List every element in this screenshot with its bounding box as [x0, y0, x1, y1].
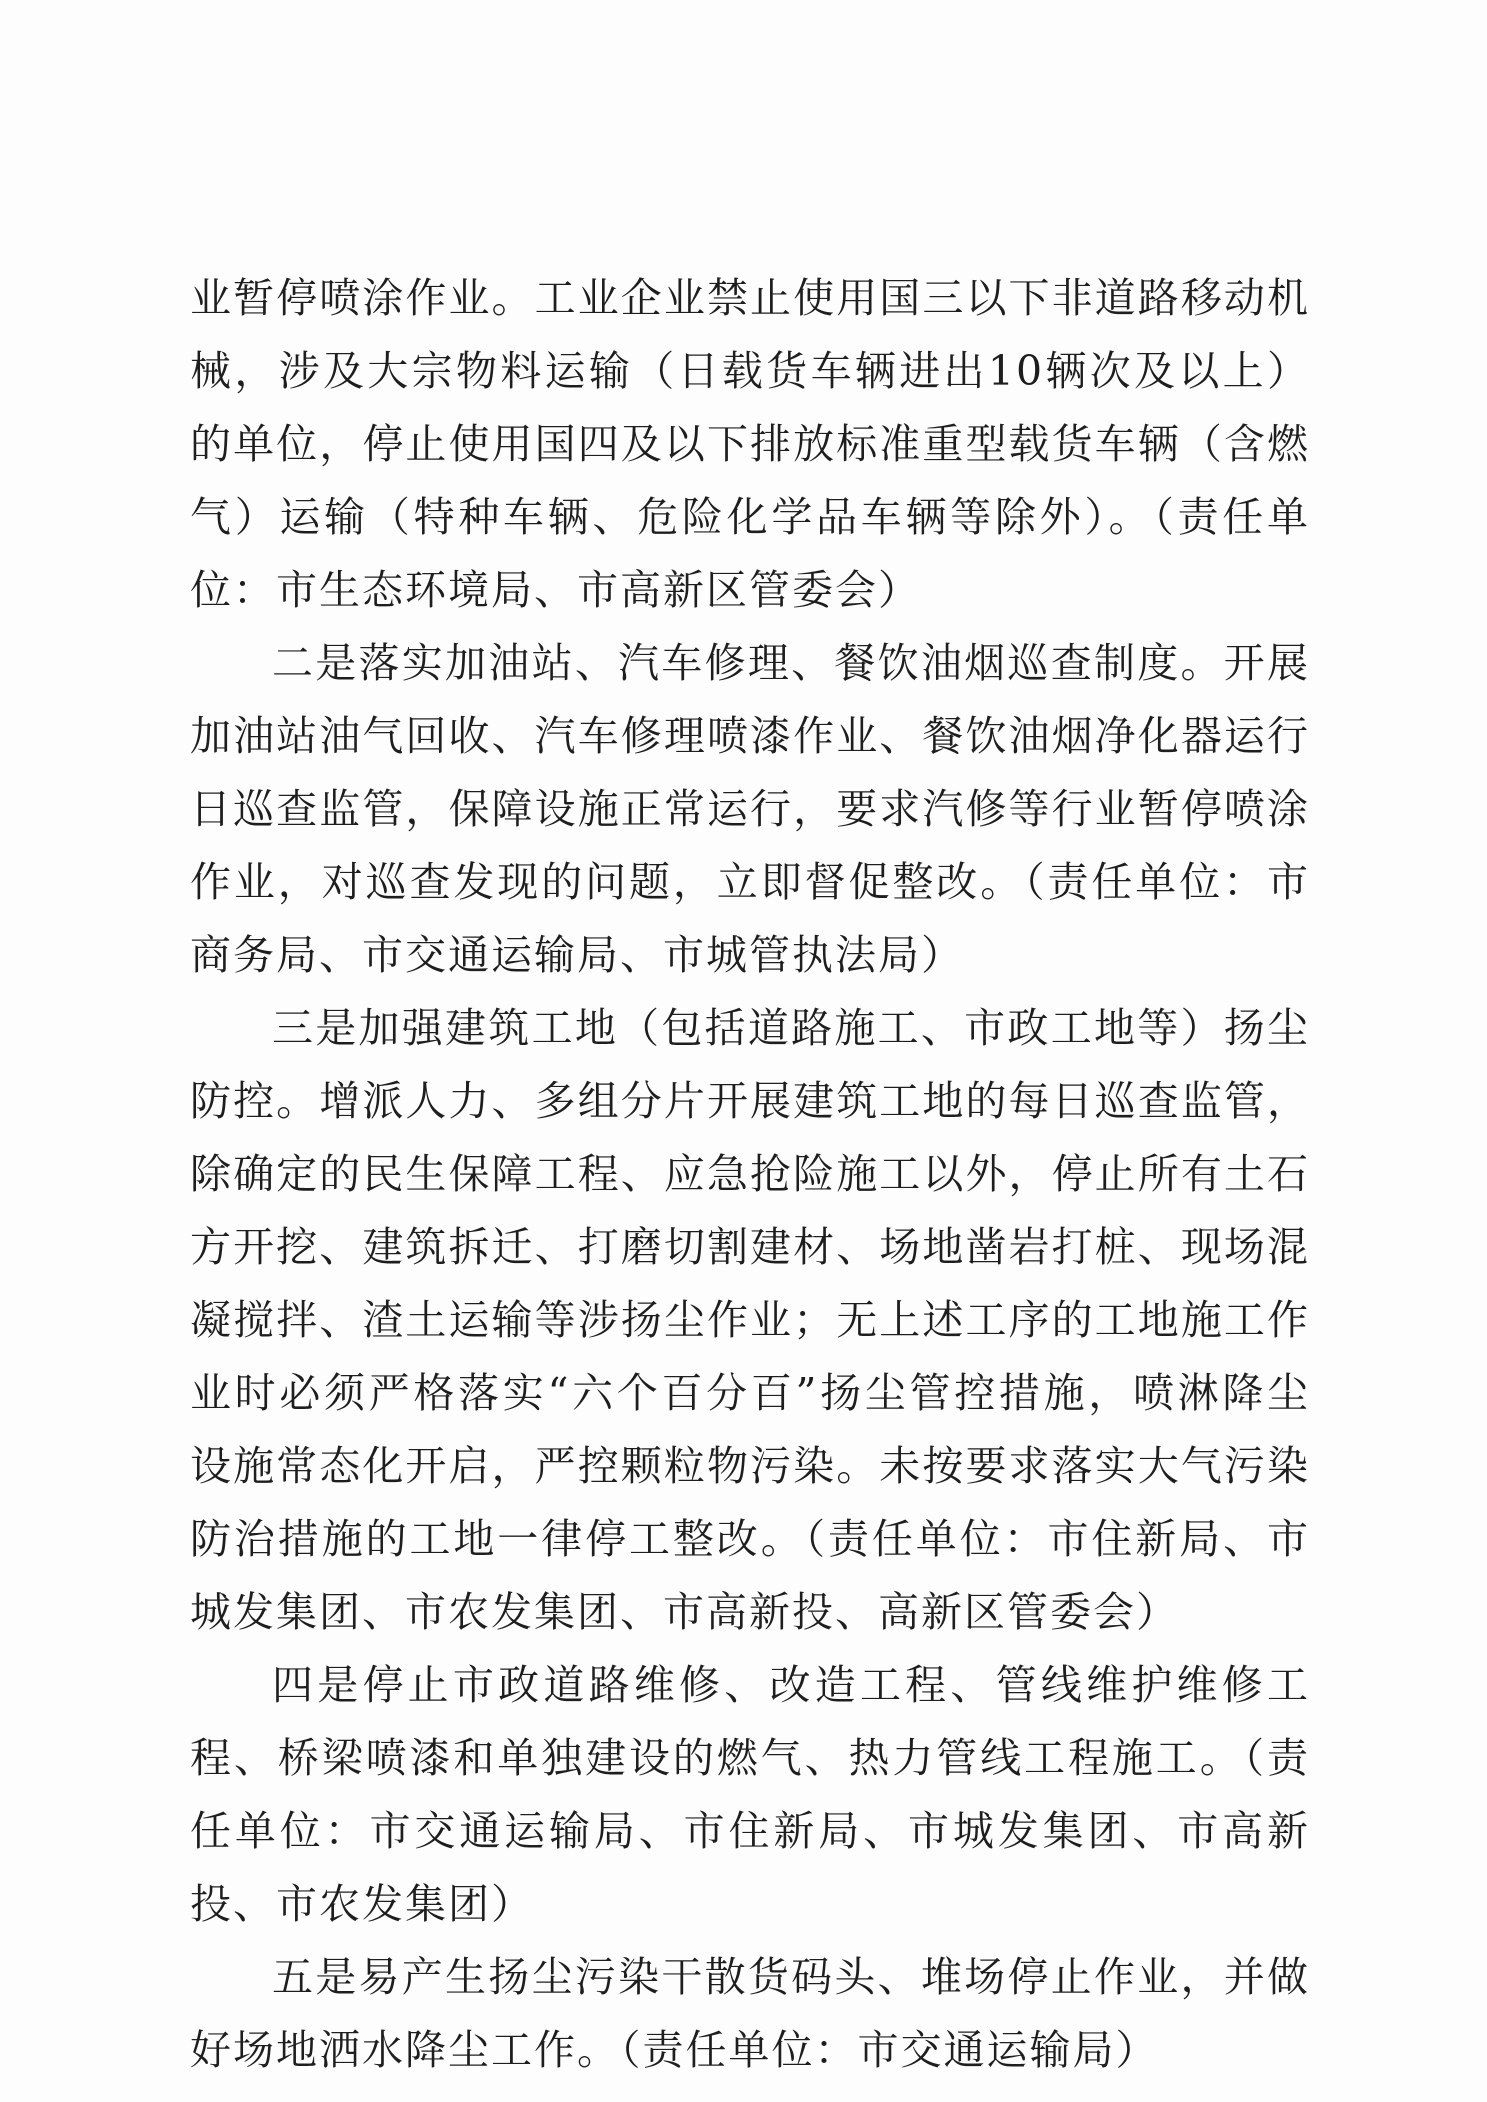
paragraph-item-5: 五是易产生扬尘污染干散货码头、堆场停止作业，并做好场地洒水降尘工作。（责任单位：市交通运输局） — [190, 1953, 1310, 2074]
paragraph-item-3: 三是加强建筑工地（包括道路施工、市政工地等）扬尘防控。增派人力、多组分片开展建筑工地的每日巡查监管，除确定的民生保障工程、应急抢险施工以外，停止所有土石方开挖、建筑拆迁、打磨切割建材、场地凿岩打桩、现场混凝搅拌、渣土运输等涉扬尘作业；无上述工序的工地施工作业时必须严格落实“六个百分百”扬尘管控措施，喷淋降尘设施常态化开启，严控颗粒物污染。未按要求落实大气污染防治措施的工地一律停工整改。（责任单位：市住新局、市城发集团、市农发集团、市高新投、高新区管委会） — [190, 1004, 1310, 1636]
document-body — [190, 262, 1310, 2087]
paragraph-item-2: 二是落实加油站、汽车修理、餐饮油烟巡查制度。开展加油站油气回收、汽车修理喷漆作业、餐饮油烟净化器运行日巡查监管，保障设施正常运行，要求汽修等行业暂停喷涂作业，对巡查发现的问题，立即督促整改。（责任单位：市商务局、市交通运输局、市城管执法局） — [190, 639, 1310, 979]
paragraph-item-4: 四是停止市政道路维修、改造工程、管线维护维修工程、桥梁喷漆和单独建设的燃气、热力管线工程施工。（责任单位：市交通运输局、市住新局、市城发集团、市高新投、市农发集团） — [190, 1661, 1310, 1928]
paragraph-continuation: 业暂停喷涂作业。工业企业禁止使用国三以下非道路移动机械，涉及大宗物料运输（日载货车辆进出10辆次及以上）的单位，停止使用国四及以下排放标准重型载货车辆（含燃气）运输（特种车辆、危险化学品车辆等除外）。（责任单位：市生态环境局、市高新区管委会） — [190, 274, 1310, 614]
